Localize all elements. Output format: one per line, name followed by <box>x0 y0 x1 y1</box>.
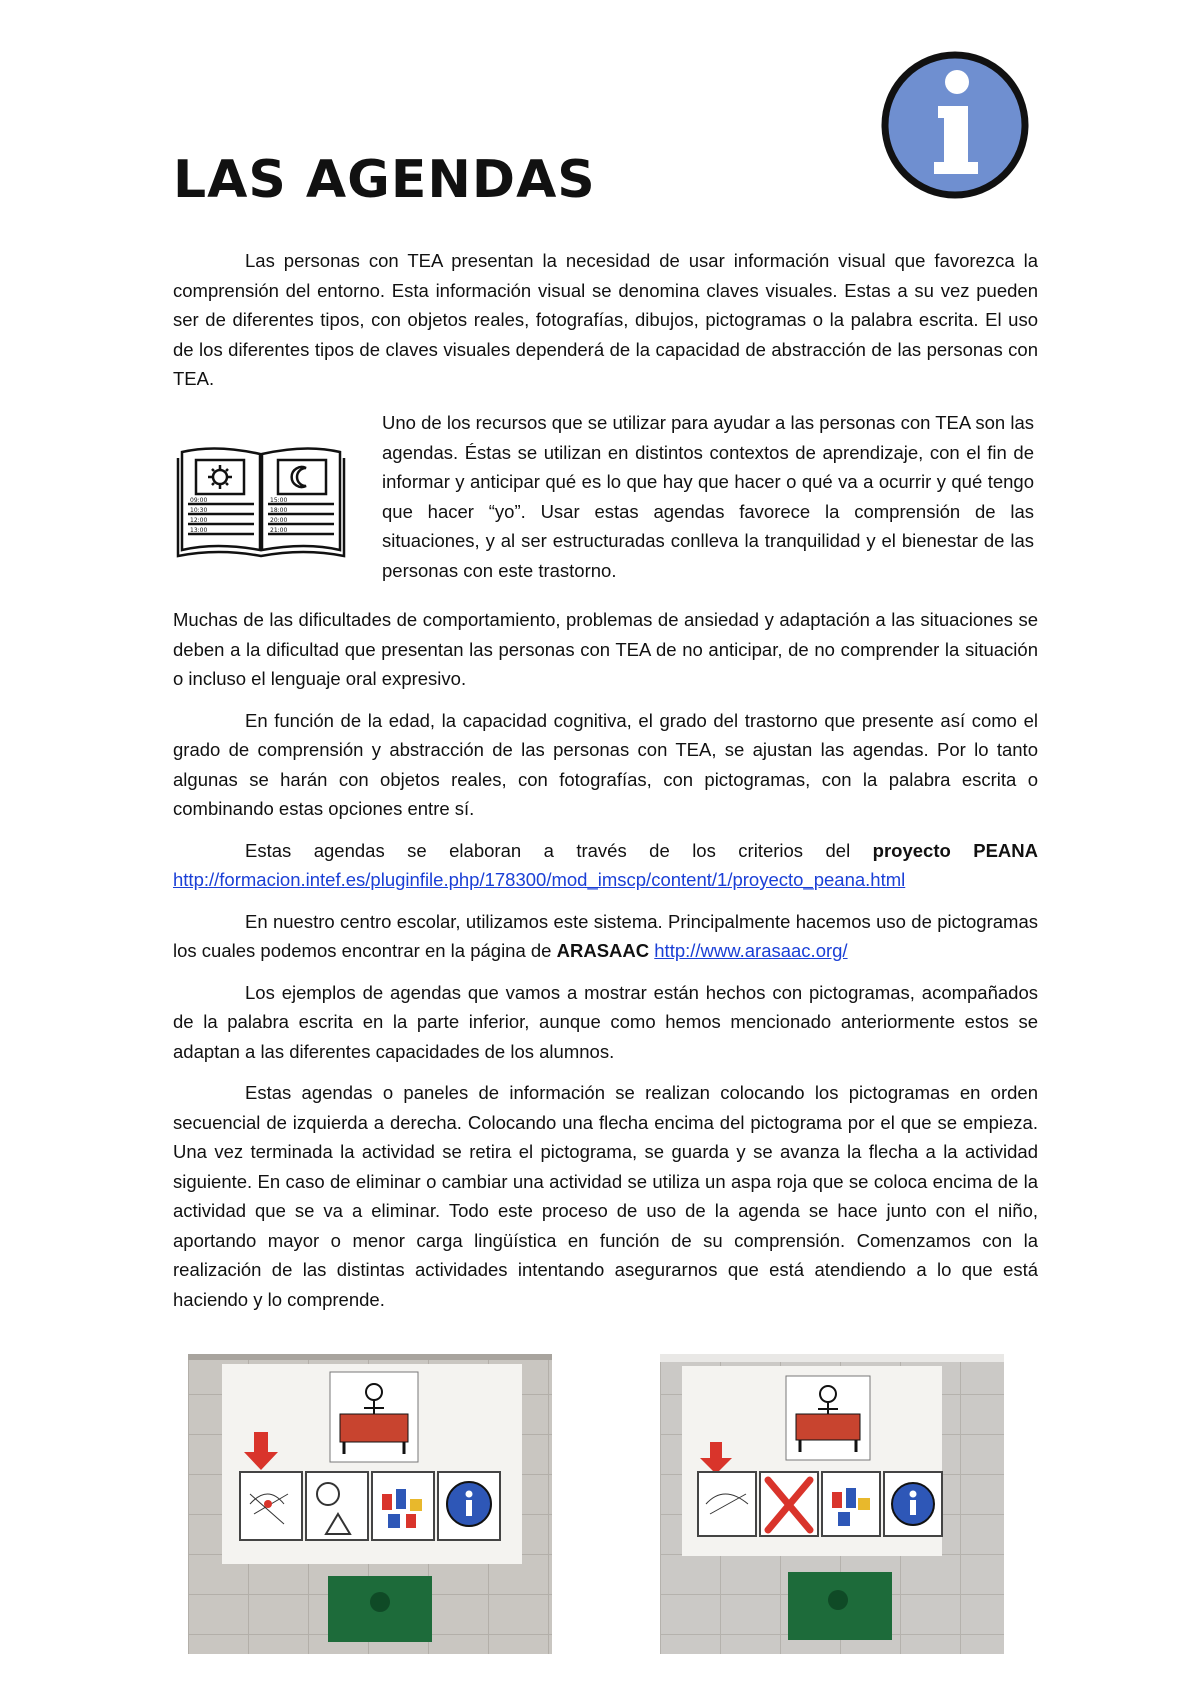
paragraph-agendas-resource: Uno de los recursos que se utilizar para ayudar a las personas con TEA son las agendas. Éstas se utilizan en distintos contextos de aprendizaje, con el fin de informar y anticipar qué es lo que hay que hacer o qué va a ocurrir y qué tengo que hacer “yo”. Usar estas agendas favorece la comprensión de las situaciones, y al ser estructuradas conlleva la tranquilidad y el bienestar de las personas con este trastorno. <box>382 412 1034 581</box>
agenda-photo-cancelled <box>660 1354 1004 1654</box>
paragraph-peana: Estas agendas se elaboran a través de los criterios del proyecto PEANA http://formacion.intef.es/pluginfile.php/178300/mod_imscp/content/1/proyecto_peana.html <box>173 839 1038 890</box>
page-title: LAS AGENDAS <box>173 150 596 210</box>
paragraph-arasaac: En nuestro centro escolar, utilizamos este sistema. Principalmente hacemos uso de pictogramas los cuales podemos encontrar en la página de ARASAAC http://www.arasaac.org/ <box>173 910 1038 961</box>
svg-text:09:00: 09:00 <box>190 497 208 504</box>
svg-text:15:00: 15:00 <box>270 497 288 504</box>
svg-text:18:00: 18:00 <box>270 507 288 514</box>
arasaac-link[interactable]: http://www.arasaac.org/ <box>654 940 848 961</box>
svg-text:10:30: 10:30 <box>190 507 208 514</box>
svg-text:21:00: 21:00 <box>270 527 288 534</box>
svg-text:12:00: 12:00 <box>190 517 208 524</box>
agenda-book-icon <box>176 438 346 560</box>
paragraph-group-main: Muchas de las dificultades de comportamiento, problemas de ansiedad y adaptación a las situaciones se deben a la dificultad que presentan las personas con TEA de no anticipar, de no comprender la situación o incluso el lenguaje oral expresivo. En función de la edad, la capacidad cognitiva, el grado del trastorno que presente así como el grado de comprensión y abstracción de las personas con TEA, se ajustan las agendas. Por lo tanto algunas se harán con objetos reales, con fotografías, con pictogramas, con la palabra escrita o combinando estas opciones entre sí. Estas agendas se elaboran a través de los criterios del proyecto PEANA http://formacion.intef.es/pluginfile.php/178300/mod_imscp/content/1/proyecto_peana.html En nuestro centro escolar, utilizamos este sistema. Principalmente hacemos uso de pictogramas los cuales podemos encontrar en la página de ARASAAC http://www.arasaac.org/ Los ejemplos de agendas que vamos a mostrar están hechos con pictogramas, acompañados de la palabra escrita en la parte inferior, aunque como hemos mencionado anteriormente estos se adaptan a las diferentes capacidades de los alumnos. Estas agendas o paneles de información se realizan colocando los pictogramas en orden secuencial de izquierda a derecha. Colocando una flecha encima del pictograma por el que se empieza. Una vez terminada la actividad se retira el pictograma, se guarda y se avanza la flecha a la actividad siguiente. En caso de eliminar o cambiar una actividad se utiliza un aspa roja que se coloca encima de la actividad que se va a eliminar. Todo este proceso de uso de la agenda se hace junto con el niño, aportando mayor o menor carga lingüística en función de su comprensión. Comenzamos con la realización de las distintas actividades intentando asegurarnos que está atendiendo a lo que está haciendo y lo comprende. <box>173 609 1038 1310</box>
paragraph-intro: Las personas con TEA presentan la necesidad de usar información visual que favorezca la comprensión del entorno. Esta información visual se denomina claves visuales. Estas a su vez pueden ser de diferentes tipos, con objetos reales, fotografías, dibujos, pictogramas o la palabra escrita. El uso de los diferentes tipos de claves visuales dependerá de la capacidad de abstracción de las personas con TEA. <box>173 250 1038 389</box>
svg-text:13:00: 13:00 <box>190 527 208 534</box>
peana-link[interactable]: http://formacion.intef.es/pluginfile.php/178300/mod_imscp/content/1/proyecto_peana.html <box>173 869 906 890</box>
info-icon <box>880 50 1030 200</box>
svg-text:20:00: 20:00 <box>270 517 288 524</box>
agenda-photo-start <box>188 1354 552 1654</box>
